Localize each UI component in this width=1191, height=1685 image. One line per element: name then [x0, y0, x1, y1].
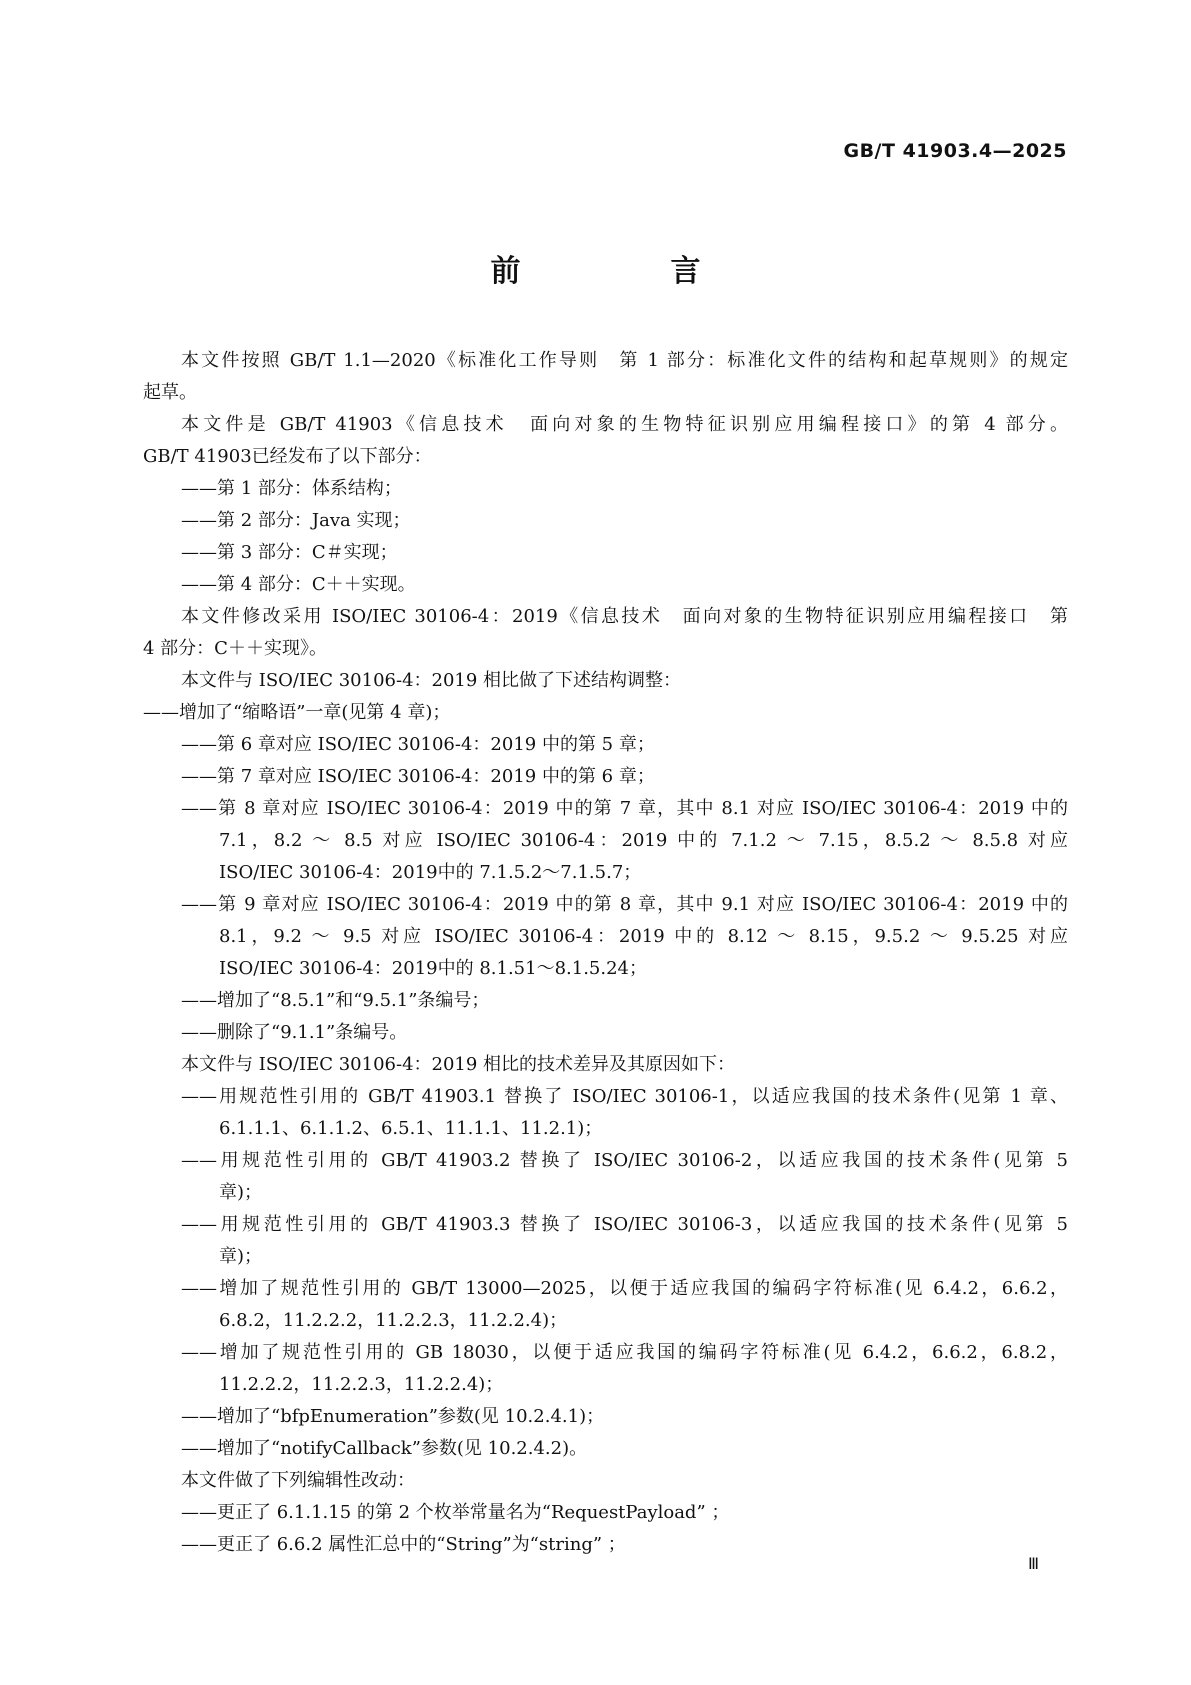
list-item: ——第 9 章对应 ISO/IEC 30106-4：2019 中的第 8 章，其中 9.1 对应 ISO/IEC 30106-4：2019 中的: [181, 894, 1068, 915]
standard-number: GB/T 41903.4—2025: [843, 140, 1067, 162]
paragraph-line: 本文件做了下列编辑性改动：: [181, 1470, 415, 1491]
list-item-continuation: ISO/IEC 30106-4：2019中的 8.1.51～8.1.5.24；: [219, 958, 648, 979]
list-item-continuation: 7.1，8.2 ～ 8.5 对应 ISO/IEC 30106-4：2019 中的 7.1.2 ～ 7.15，8.5.2 ～ 8.5.8 对应: [219, 830, 1068, 851]
paragraph-line: 本文件修改采用 ISO/IEC 30106-4：2019《信息技术 面向对象的生物特征识别应用编程接口 第: [181, 606, 1068, 627]
list-item: ——第 8 章对应 ISO/IEC 30106-4：2019 中的第 7 章，其中 8.1 对应 ISO/IEC 30106-4：2019 中的: [181, 798, 1068, 819]
list-item-continuation: 6.1.1.1、6.1.1.2、6.5.1、11.1.1、11.2.1)；: [219, 1118, 603, 1139]
paragraph-line: 起草。: [143, 382, 197, 403]
list-item: ——第 3 部分：C＃实现；: [181, 542, 398, 563]
list-item: ——第 6 章对应 ISO/IEC 30106-4：2019 中的第 5 章；: [181, 734, 655, 755]
list-item-continuation: 6.8.2，11.2.2.2，11.2.2.3，11.2.2.4)；: [219, 1310, 568, 1331]
paragraph-line: GB/T 41903已经发布了以下部分：: [143, 446, 432, 467]
paragraph-line: 本文件与 ISO/IEC 30106-4：2019 相比的技术差异及其原因如下：: [181, 1054, 736, 1075]
list-item: ——用规范性引用的 GB/T 41903.2 替换了 ISO/IEC 30106-2，以适应我国的技术条件(见第 5: [181, 1150, 1068, 1171]
list-item: ——删除了“9.1.1”条编号。: [181, 1022, 408, 1043]
list-item: ——用规范性引用的 GB/T 41903.1 替换了 ISO/IEC 30106-1，以适应我国的技术条件(见第 1 章、: [181, 1086, 1068, 1107]
list-item-continuation: 章)；: [219, 1182, 263, 1203]
paragraph-line: 本文件与 ISO/IEC 30106-4：2019 相比做了下述结构调整：: [181, 670, 682, 691]
list-item-continuation: 章)；: [219, 1246, 263, 1267]
list-item: ——第 4 部分：C＋＋实现。: [181, 574, 416, 595]
list-item: ——用规范性引用的 GB/T 41903.3 替换了 ISO/IEC 30106-3，以适应我国的技术条件(见第 5: [181, 1214, 1068, 1235]
page-number: Ⅲ: [1027, 1554, 1039, 1573]
list-item: ——第 1 部分：体系结构；: [181, 478, 402, 499]
paragraph-line: 4 部分：C＋＋实现》。: [143, 638, 327, 659]
list-item: ——增加了“bfpEnumeration”参数(见 10.2.4.1)；: [181, 1406, 605, 1427]
list-item: ——增加了“notifyCallback”参数(见 10.2.4.2)。: [181, 1438, 588, 1459]
list-item: ——增加了“缩略语”一章(见第 4 章)；: [143, 702, 451, 723]
list-item-continuation: 11.2.2.2，11.2.2.3，11.2.2.4)；: [219, 1374, 504, 1395]
list-item: ——更正了 6.1.1.15 的第 2 个枚举常量名为“RequestPayload” ；: [181, 1502, 730, 1523]
list-item: ——增加了规范性引用的 GB 18030，以便于适应我国的编码字符标准(见 6.4.2，6.6.2，6.8.2，: [181, 1342, 1068, 1363]
page-title: 前 言: [490, 254, 761, 289]
paragraph-line: 本文件是 GB/T 41903《信息技术 面向对象的生物特征识别应用编程接口》的第 4 部分。: [181, 414, 1068, 435]
list-item-continuation: 8.1，9.2 ～ 9.5 对应 ISO/IEC 30106-4：2019 中的 8.12 ～ 8.15，9.5.2 ～ 9.5.25 对应: [219, 926, 1068, 947]
list-item: ——更正了 6.6.2 属性汇总中的“String”为“string” ；: [181, 1534, 626, 1555]
paragraph-line: 本文件按照 GB/T 1.1—2020《标准化工作导则 第 1 部分：标准化文件的结构和起草规则》的规定: [181, 350, 1068, 371]
list-item: ——第 2 部分：Java 实现；: [181, 510, 411, 531]
list-item-continuation: ISO/IEC 30106-4：2019中的 7.1.5.2～7.1.5.7；: [219, 862, 642, 883]
foreword-body: [143, 345, 1068, 1561]
list-item: ——增加了规范性引用的 GB/T 13000—2025，以便于适应我国的编码字符标准(见 6.4.2，6.6.2，: [181, 1278, 1068, 1299]
list-item: ——第 7 章对应 ISO/IEC 30106-4：2019 中的第 6 章；: [181, 766, 655, 787]
list-item: ——增加了“8.5.1”和“9.5.1”条编号；: [181, 990, 490, 1011]
